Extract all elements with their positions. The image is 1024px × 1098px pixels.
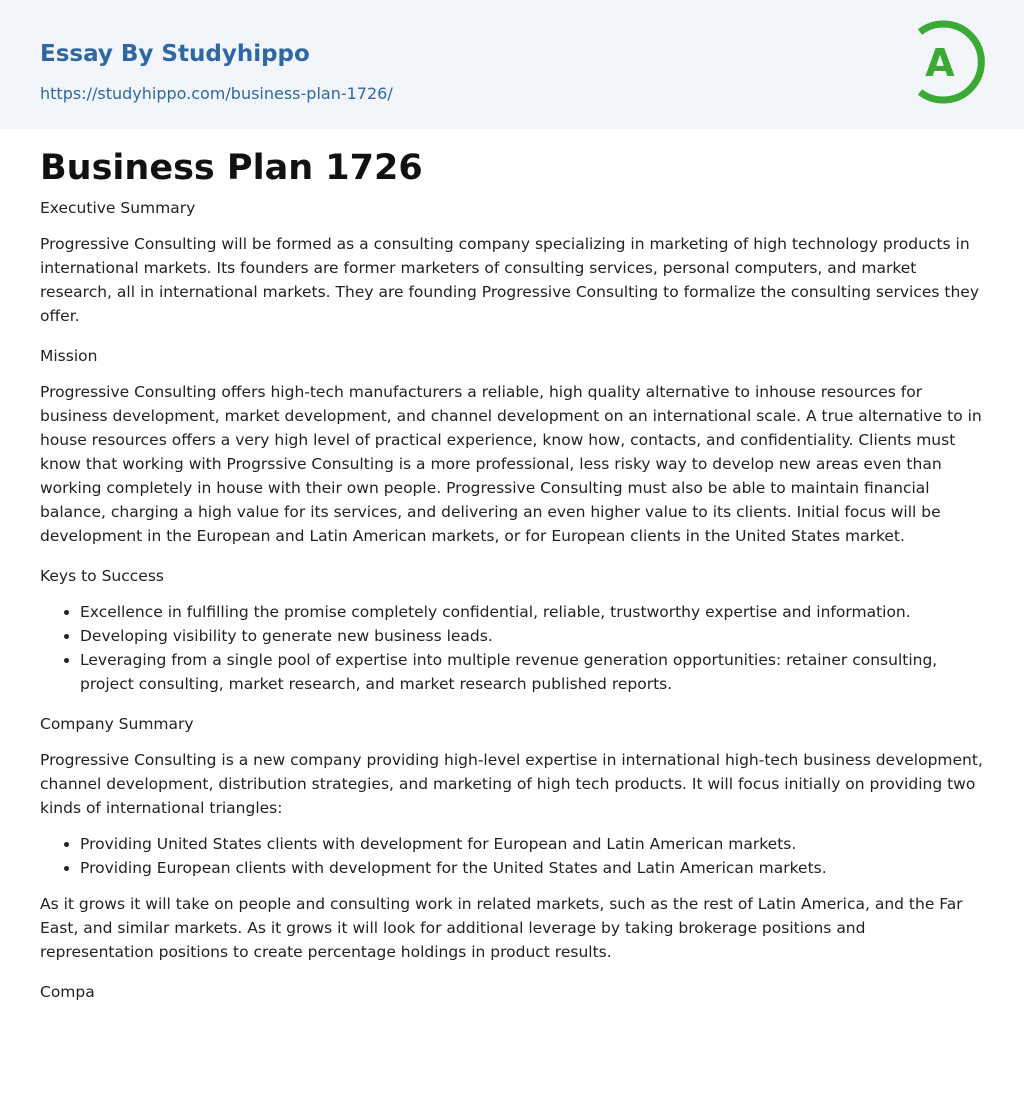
- studyhippo-logo-icon[interactable]: [908, 18, 988, 106]
- site-header: [0, 0, 1024, 129]
- keys-to-success-heading: Keys to Success: [40, 567, 164, 585]
- logo-letter: A: [925, 41, 955, 85]
- list-item: • Providing United States clients with development for European and Latin American markets.: [80, 832, 984, 856]
- company-summary-text: Progressive Consulting is a new company providing high-level expertise in international high-tech business development, channel development, distribution strategies, and marketing of high tech products. It will focus initially on providing two kinds of international triangles:: [40, 751, 983, 817]
- mission-text: Progressive Consulting offers high-tech manufacturers a reliable, high quality alternative to inhouse resources for business development, market development, and channel development on an international scale. A true alternative to in house resources offers a very high level of practical experience, know how, contacts, and confidentiality. Clients must know that working with Progrssive Consulting is a more professional, less risky way to develop new areas even than working completely in house with their own people. Progressive Consulting must also be able to maintain financial balance, charging a high value for its services, and delivering an even higher value to its clients. Initial focus will be development in the European and Latin American markets, or for European clients in the United States market.: [40, 383, 982, 545]
- list-item: • Developing visibility to generate new business leads.: [80, 624, 984, 648]
- mission-heading: Mission: [40, 347, 98, 365]
- executive-summary-heading: Executive Summary: [40, 199, 196, 217]
- growth-text: As it grows it will take on people and consulting work in related markets, such as the rest of Latin America, and the Far East, and similar markets. As it grows it will look for additional leverage by taking brokerage positions and representation positions to create percentage holdings in product results.: [40, 895, 963, 961]
- brand-title[interactable]: Essay By Studyhippo: [40, 41, 310, 67]
- executive-summary-text: Progressive Consulting will be formed as a consulting company specializing in marketing of high technology products in international markets. Its founders are former marketers of consulting services, personal computers, and market research, all in international markets. They are founding Progressive Consulting to formalize the consulting services they offer.: [40, 235, 980, 325]
- essay-content: [0, 129, 1024, 1004]
- company-summary-list: [40, 832, 984, 880]
- keys-to-success-list: [40, 600, 984, 696]
- list-item: • Leveraging from a single pool of expertise into multiple revenue generation opportunities: retainer consulting, project consulting, market research, and market research published reports.: [80, 648, 984, 696]
- truncated-heading: Compa: [40, 983, 95, 1001]
- list-item: • Excellence in fulfilling the promise completely confidential, reliable, trustworthy expertise and information.: [80, 600, 984, 624]
- page-title: Business Plan 1726: [40, 148, 423, 188]
- page-url-link[interactable]: https://studyhippo.com/business-plan-1726/: [40, 84, 393, 103]
- list-item: • Providing European clients with development for the United States and Latin American markets.: [80, 856, 984, 880]
- company-summary-heading: Company Summary: [40, 715, 194, 733]
